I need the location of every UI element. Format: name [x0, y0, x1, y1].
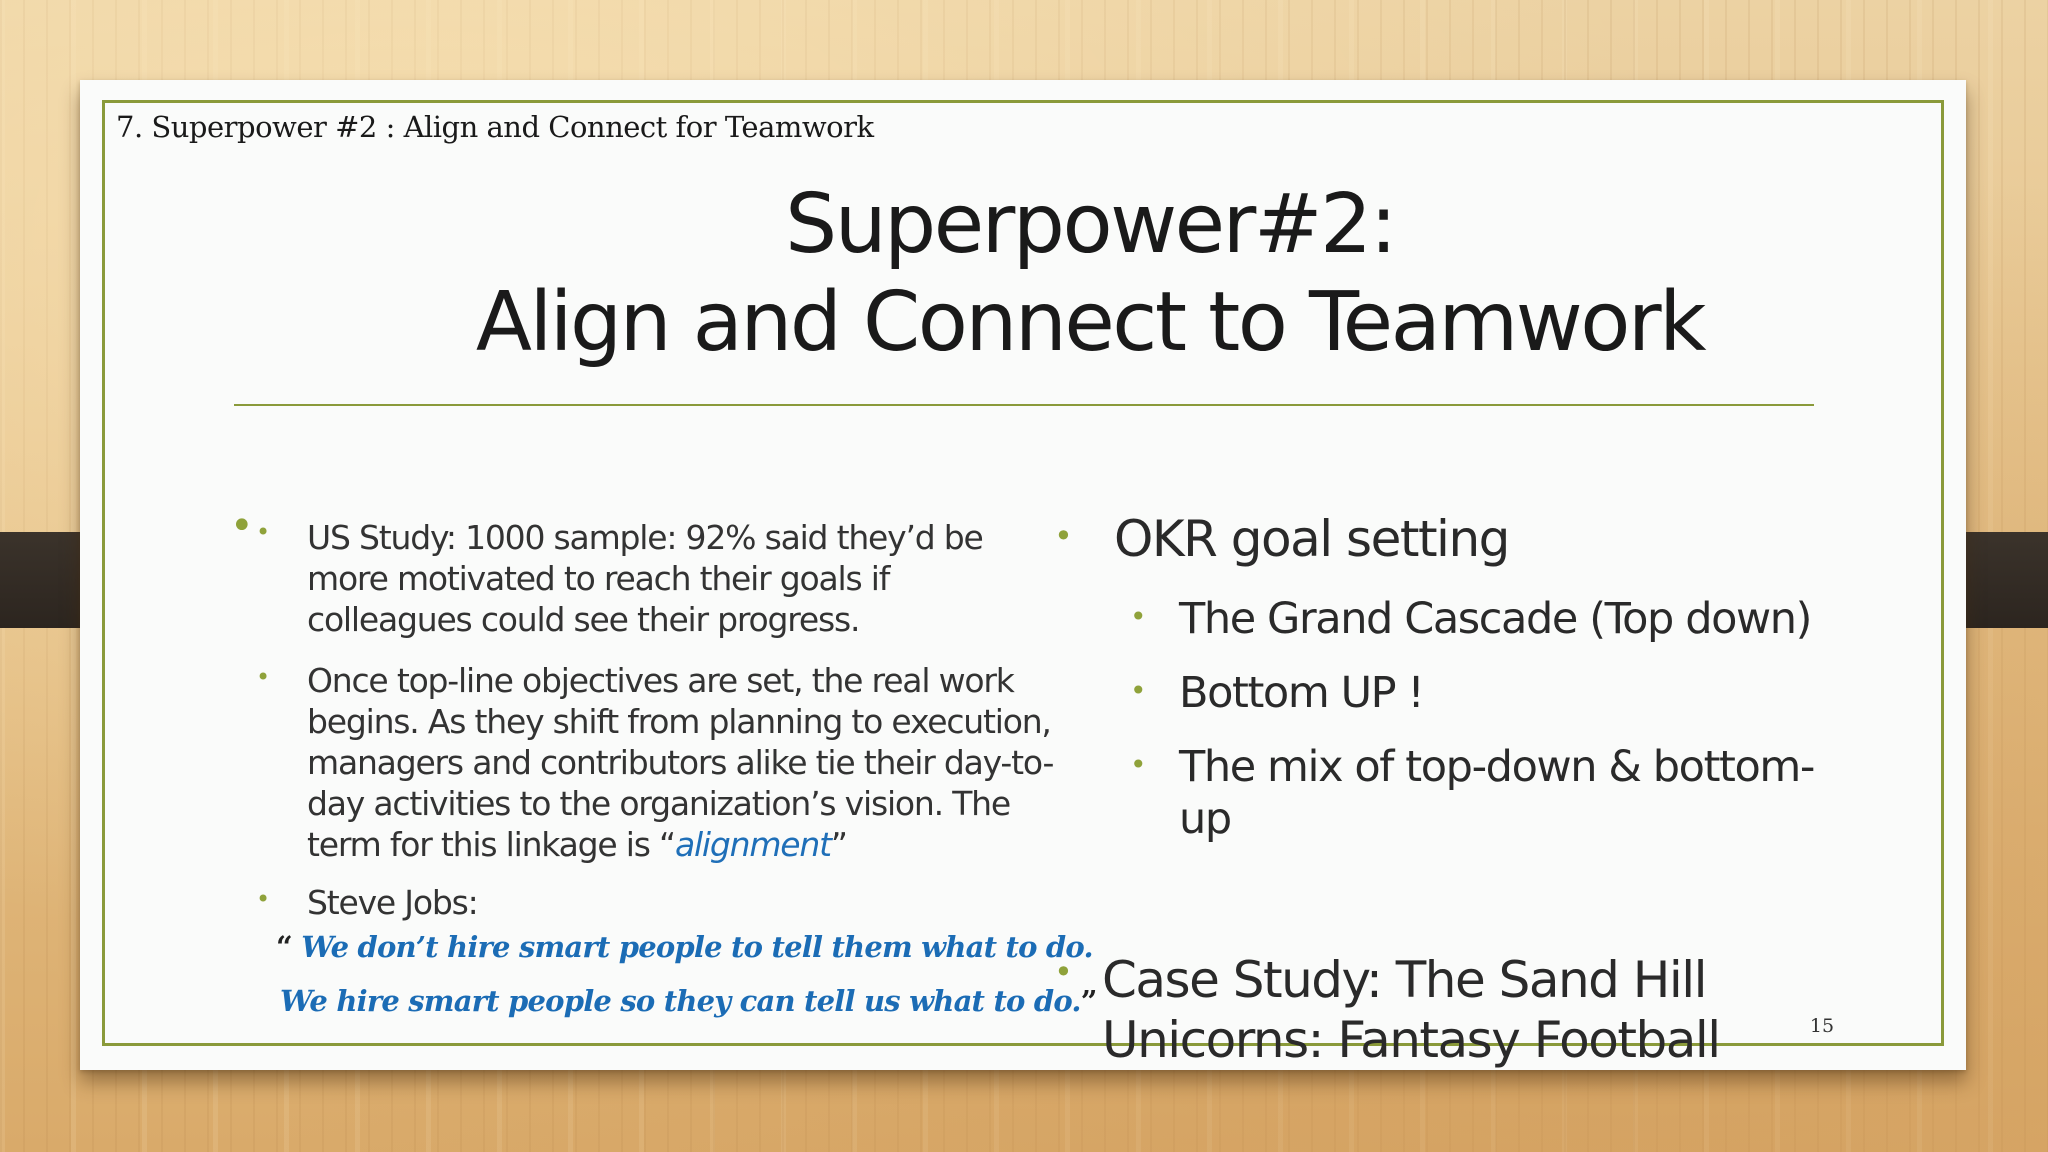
title-line-2: Align and Connect to Teamwork	[475, 275, 1705, 370]
left-bullet-jobs: Steve Jobs:	[307, 883, 478, 922]
quote-line-2-text: We hire smart people so they can tell us what to do.	[280, 984, 1081, 1018]
okr-item-bottom-up: Bottom UP !	[1179, 668, 1424, 718]
bullet-dot-icon: •	[1054, 517, 1073, 555]
title-line-1: Superpower#2:	[785, 177, 1395, 272]
quote-open-mark: “	[276, 930, 292, 964]
bullet-dot-icon: •	[230, 503, 254, 549]
jobs-quote-line-1	[276, 930, 1093, 964]
quote-close-mark: ”	[1080, 984, 1097, 1018]
quote-line-1-text: We don’t hire smart people to tell them what to do.	[301, 930, 1093, 964]
bullet-dot-icon: •	[1054, 953, 1073, 991]
bullet-dot-icon: •	[256, 518, 271, 546]
bullet-dot-icon: •	[1130, 674, 1147, 707]
okr-item-cascade: The Grand Cascade (Top down)	[1179, 594, 1812, 644]
bullet-dot-icon: •	[256, 663, 271, 691]
bullet-dot-icon: •	[1130, 600, 1147, 633]
jobs-quote-line-2	[280, 984, 1097, 1018]
okr-heading: OKR goal setting	[1114, 510, 1509, 568]
bullet-dot-icon: •	[256, 885, 271, 913]
case-study: Case Study: The Sand Hill Unicorns: Fantasy Football	[1102, 951, 1720, 1069]
left-bullet-alignment	[307, 660, 1077, 865]
alignment-paragraph: Once top-line objectives are set, the real work begins. As they shift from planning to execution, managers and contributors alike tie their day-to-day activities to the organization’s vision. The term for this linkage is “	[307, 661, 1054, 864]
title-divider	[234, 404, 1814, 406]
left-bullet-study: US Study: 1000 sample: 92% said they’d be more motivated to reach their goals if colleagues could see their progress.	[307, 518, 983, 639]
slide	[80, 80, 1966, 1070]
alignment-close-quote: ”	[830, 825, 847, 864]
slide-header: 7. Superpower #2 : Align and Connect for Teamwork	[116, 110, 874, 144]
okr-item-mix: The mix of top-down & bottom-up	[1179, 742, 1815, 844]
page-number: 15	[1809, 1015, 1835, 1037]
alignment-term: alignment	[674, 825, 831, 864]
slide-title	[240, 176, 1940, 372]
bullet-dot-icon: •	[1130, 748, 1147, 781]
